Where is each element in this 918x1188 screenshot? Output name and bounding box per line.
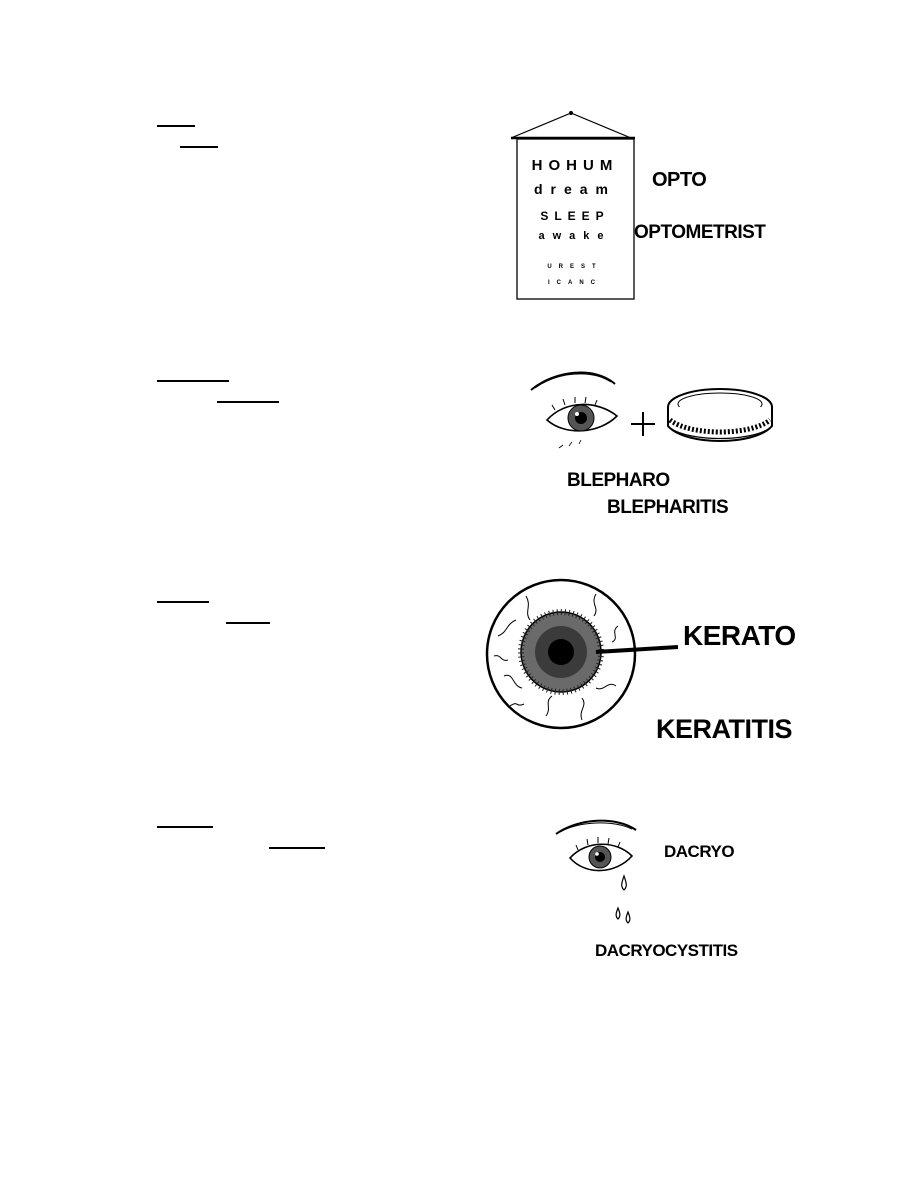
- answer-blank[interactable]: [180, 146, 218, 148]
- eye-and-lid-icon: [525, 362, 785, 462]
- answer-blank[interactable]: [157, 380, 229, 382]
- medical-term: DACRYOCYSTITIS: [595, 941, 738, 960]
- eye-chart-icon: [507, 108, 647, 308]
- answer-blank[interactable]: [269, 847, 325, 849]
- root-term: DACRYO: [664, 842, 735, 861]
- chart-row: HOHUM: [531, 157, 619, 174]
- medical-term: OPTOMETRIST: [634, 222, 766, 243]
- chart-row: UREST: [547, 264, 603, 270]
- answer-blank[interactable]: [157, 601, 209, 603]
- chart-row: ICANC: [548, 280, 602, 286]
- answer-blank[interactable]: [217, 401, 279, 403]
- chart-row: awake: [538, 230, 612, 242]
- answer-blank[interactable]: [226, 622, 270, 624]
- answer-blank[interactable]: [157, 125, 195, 127]
- answer-blank[interactable]: [157, 826, 213, 828]
- root-term: BLEPHARO: [567, 470, 670, 491]
- medical-term: BLEPHARITIS: [607, 497, 729, 518]
- tearing-eye-icon: [552, 812, 662, 932]
- root-term: KERATO: [683, 620, 796, 651]
- chart-row: dream: [533, 181, 617, 197]
- chart-row: SLEEP: [540, 209, 610, 223]
- medical-term: KERATITIS: [656, 714, 792, 744]
- root-term: OPTO: [652, 169, 707, 191]
